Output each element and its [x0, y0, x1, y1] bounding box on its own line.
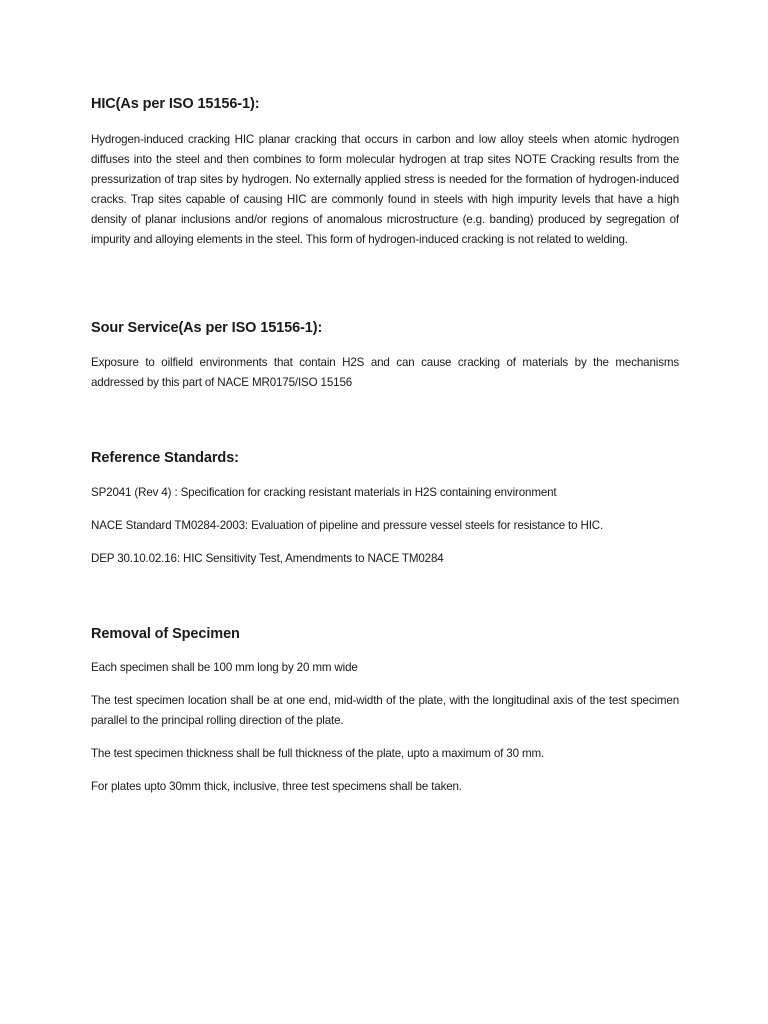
hic-heading: HIC(As per ISO 15156-1):	[91, 96, 260, 112]
sour-service-heading: Sour Service(As per ISO 15156-1):	[91, 320, 323, 336]
sour-service-definition: Exposure to oilfield environments that contain H2S and can cause cracking of materials by the mechanisms addressed by this part of NACE MR0175/ISO 15156	[91, 356, 679, 389]
reference-standard-item: SP2041 (Rev 4) : Specification for cracking resistant materials in H2S containing environment	[91, 486, 557, 499]
hic-section	[91, 94, 679, 250]
reference-standards-heading: Reference Standards:	[91, 450, 239, 466]
sour-service-section	[91, 318, 679, 393]
removal-item: The test specimen location shall be at one end, mid-width of the plate, with the longitudinal axis of the test specimen parallel to the principal rolling direction of the plate.	[91, 694, 679, 727]
reference-standards-section	[91, 448, 679, 569]
removal-item: For plates upto 30mm thick, inclusive, three test specimens shall be taken.	[91, 780, 462, 793]
reference-standard-item: NACE Standard TM0284-2003: Evaluation of pipeline and pressure vessel steels for resistance to HIC.	[91, 519, 604, 532]
removal-section	[91, 624, 679, 797]
removal-item: Each specimen shall be 100 mm long by 20 mm wide	[91, 661, 358, 674]
hic-definition: Hydrogen-induced cracking HIC planar cracking that occurs in carbon and low alloy steels when atomic hydrogen diffuses into the steel and then combines to form molecular hydrogen at trap sites NOTE Cracking results from the pressurization of trap sites by hydrogen. No externally applied stress is needed for the formation of hydrogen-induced cracks. Trap sites capable of causing HIC are commonly found in steels with high impurity levels that have a high density of planar inclusions and/or regions of anomalous microstructure (e.g. banding) produced by segregation of impurity and alloying elements in the steel. This form of hydrogen-induced cracking is not related to welding.	[91, 133, 679, 246]
removal-heading: Removal of Specimen	[91, 626, 240, 642]
removal-item: The test specimen thickness shall be full thickness of the plate, upto a maximum of 30 mm.	[91, 747, 545, 760]
reference-standard-item: DEP 30.10.02.16: HIC Sensitivity Test, Amendments to NACE TM0284	[91, 552, 444, 565]
